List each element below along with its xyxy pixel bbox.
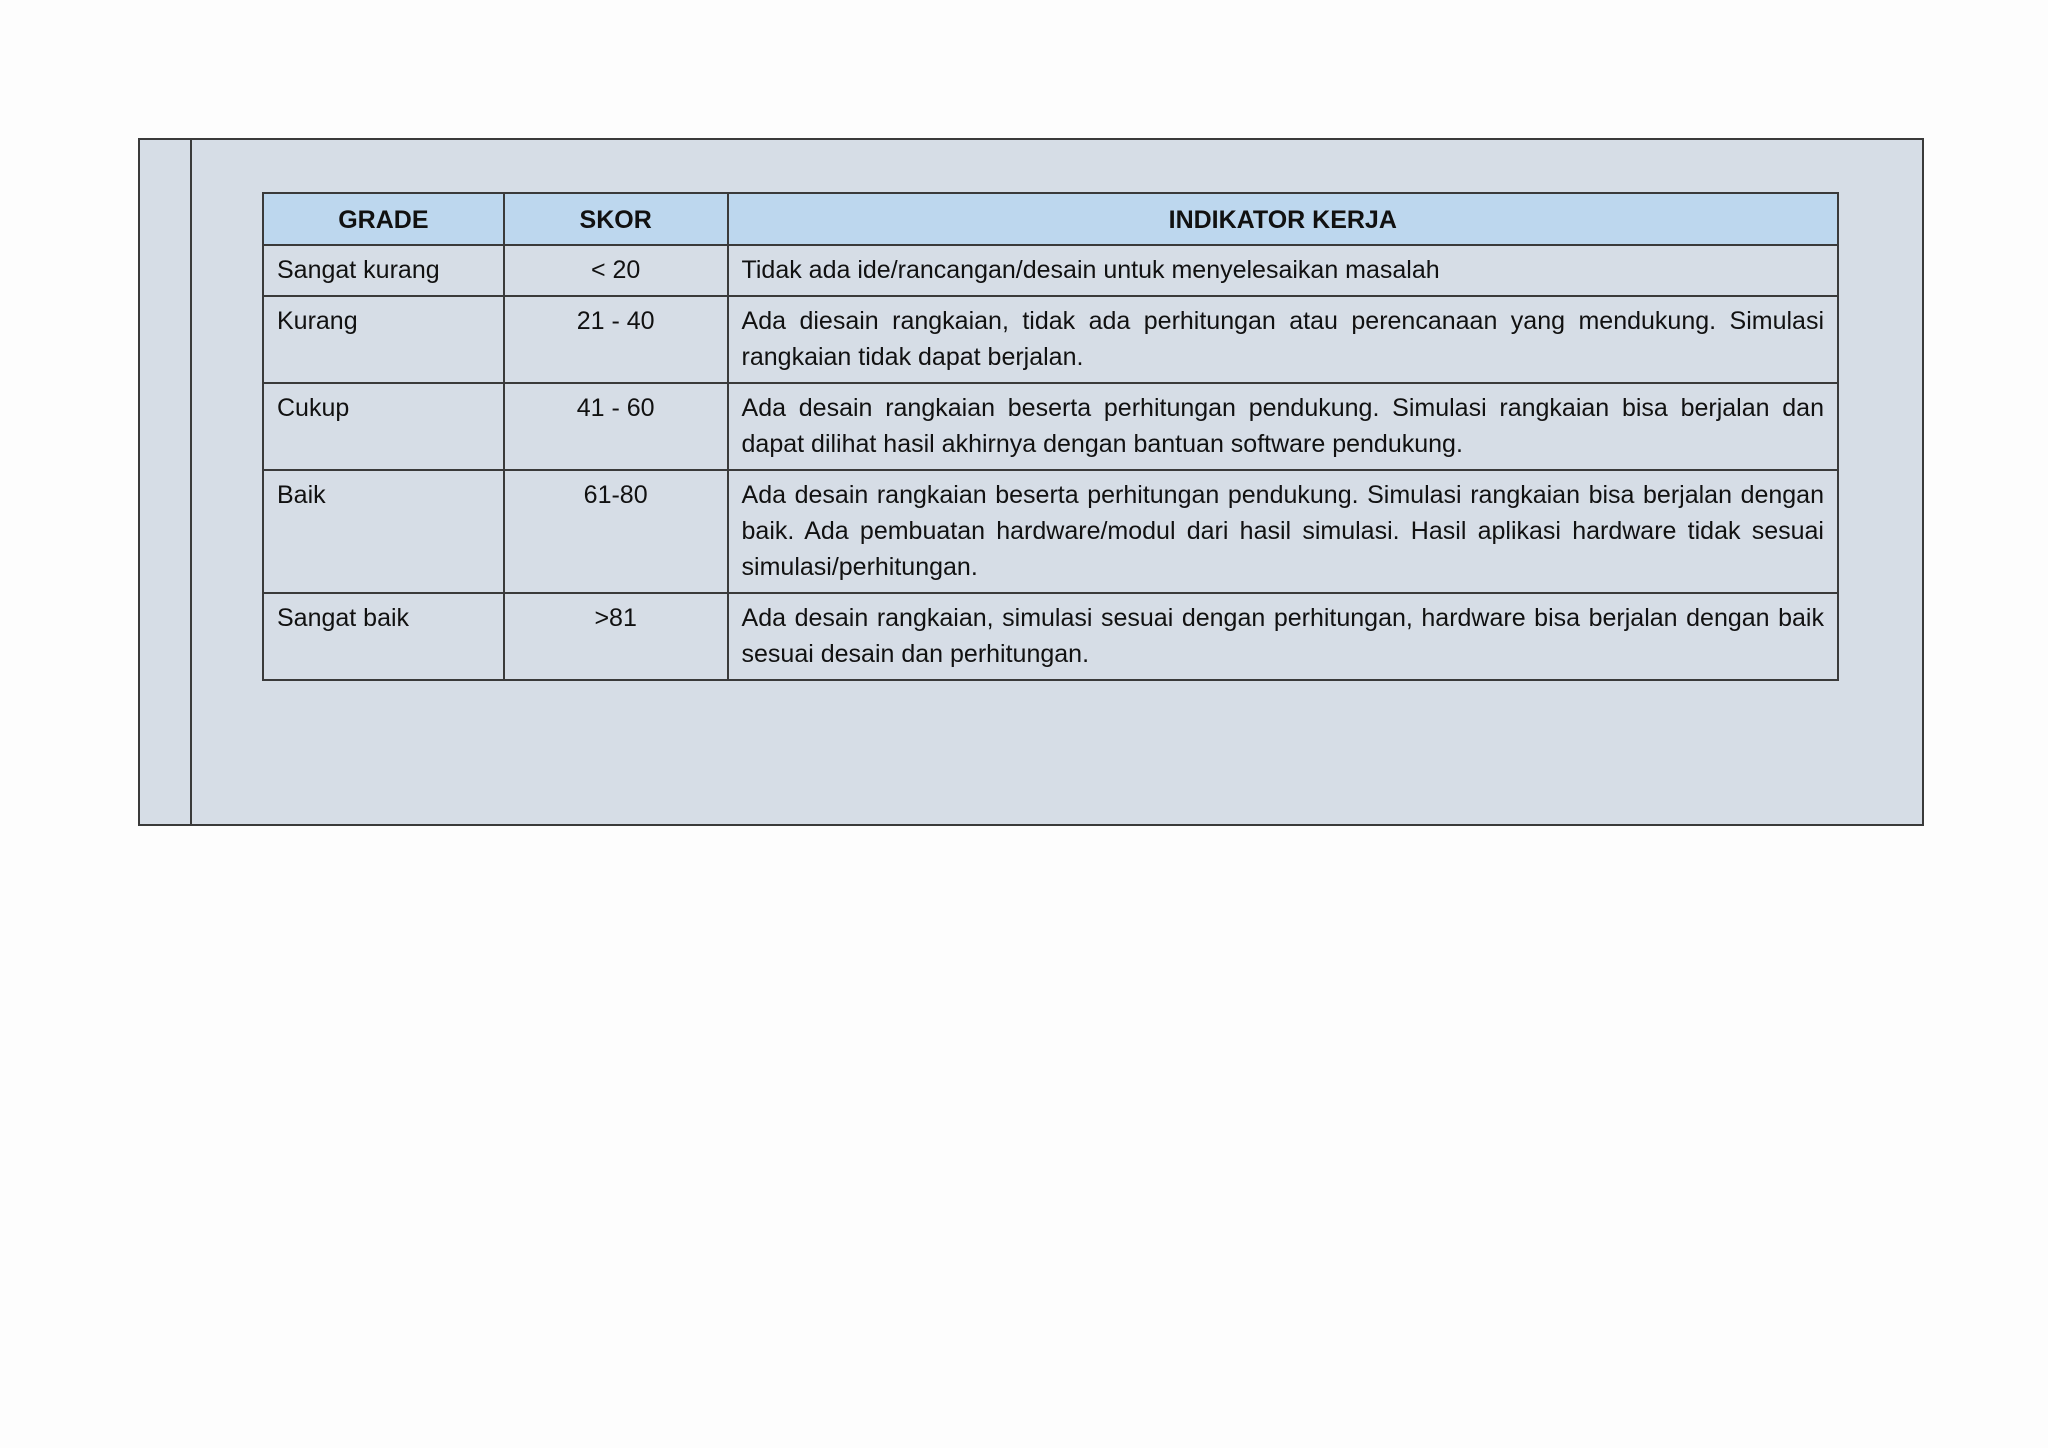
table-header-row — [263, 193, 1838, 245]
table-row — [263, 245, 1838, 296]
table-row — [263, 383, 1838, 470]
indikator-cell: Ada desain rangkaian beserta perhitungan pendukung. Simulasi rangkaian bisa berjalan dan dapat dilihat hasil akhirnya dengan bantuan software pendukung. — [728, 383, 1838, 470]
skor-cell: 61-80 — [504, 470, 728, 593]
grading-rubric-table — [262, 192, 1839, 681]
header-skor: SKOR — [504, 193, 728, 245]
grade-cell: Sangat kurang — [263, 245, 504, 296]
table-row — [263, 296, 1838, 383]
indikator-cell: Ada diesain rangkaian, tidak ada perhitungan atau perencanaan yang mendukung. Simulasi rangkaian tidak dapat berjalan. — [728, 296, 1838, 383]
grade-cell: Kurang — [263, 296, 504, 383]
indikator-cell: Tidak ada ide/rancangan/desain untuk menyelesaikan masalah — [728, 245, 1838, 296]
document-frame — [138, 138, 1924, 826]
grade-cell: Baik — [263, 470, 504, 593]
indikator-cell: Ada desain rangkaian, simulasi sesuai dengan perhitungan, hardware bisa berjalan dengan baik sesuai desain dan perhitungan. — [728, 593, 1838, 680]
skor-cell: >81 — [504, 593, 728, 680]
grade-cell: Sangat baik — [263, 593, 504, 680]
grade-cell: Cukup — [263, 383, 504, 470]
skor-cell: 41 - 60 — [504, 383, 728, 470]
table-row — [263, 593, 1838, 680]
left-margin-strip — [140, 140, 192, 824]
skor-cell: 21 - 40 — [504, 296, 728, 383]
header-indikator-kerja: INDIKATOR KERJA — [728, 193, 1838, 245]
indikator-cell: Ada desain rangkaian beserta perhitungan pendukung. Simulasi rangkaian bisa berjalan dengan baik. Ada pembuatan hardware/modul dari hasil simulasi. Hasil aplikasi hardware tidak sesuai simulasi/perhitungan. — [728, 470, 1838, 593]
header-grade: GRADE — [263, 193, 504, 245]
skor-cell: < 20 — [504, 245, 728, 296]
table-row — [263, 470, 1838, 593]
